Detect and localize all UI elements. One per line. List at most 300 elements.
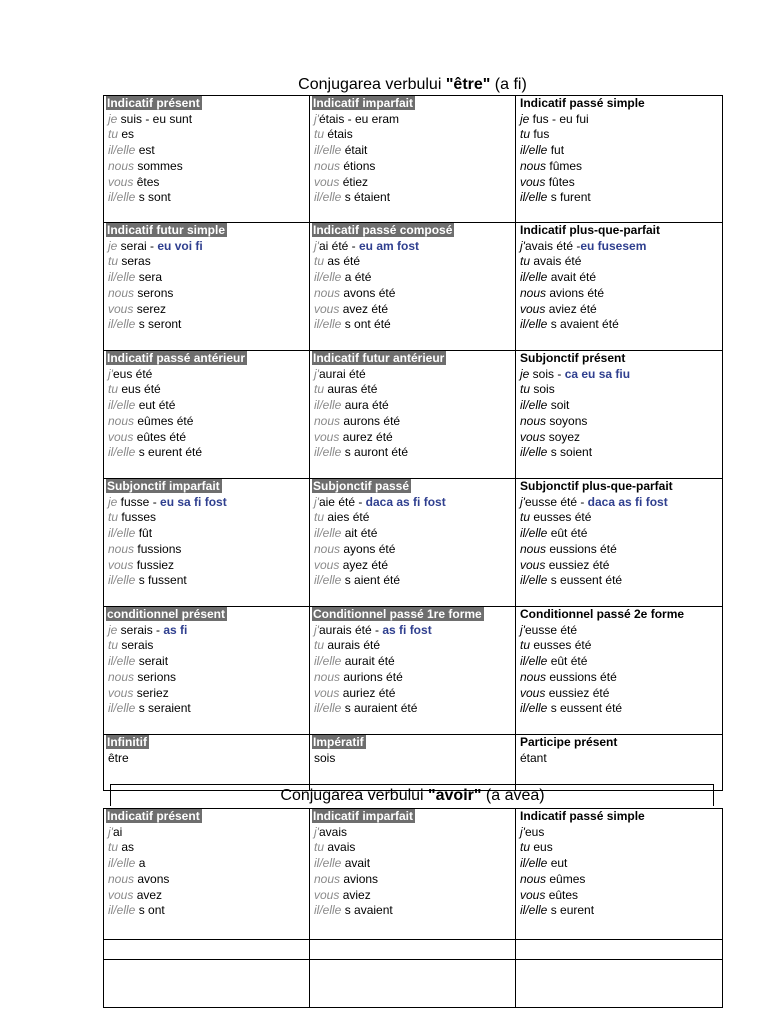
tense-header-label: Indicatif imparfait [313, 96, 414, 110]
tense-header-label: Indicatif présent [107, 809, 200, 823]
conjugation-line [108, 542, 309, 558]
title-verb: "avoir" [428, 787, 482, 804]
tense-header-label: Subjonctif plus-que-parfait [520, 479, 673, 493]
verb-form: as [118, 840, 135, 855]
verb-form: soyons [546, 413, 588, 428]
pronoun: nous [108, 285, 135, 300]
conjugation-line [108, 623, 309, 639]
conjugation-line [314, 903, 515, 919]
avoir-section-title [103, 787, 722, 805]
conjugation-line [108, 526, 309, 542]
tense-cell [104, 940, 310, 960]
conjugation-line [108, 670, 309, 686]
pronoun: tu [520, 510, 531, 525]
conjugation-line [520, 510, 722, 526]
romanian-translation: eu sa fi fost [160, 494, 227, 509]
verb-form: avons été [340, 285, 396, 300]
conjugation-line [108, 127, 309, 143]
verb-form: eusse été [524, 622, 578, 637]
tense-row [104, 607, 723, 735]
conjugation-line [314, 286, 515, 302]
pronoun: je [520, 366, 530, 381]
conjugation-line [108, 317, 309, 333]
conjugation-line [108, 510, 309, 526]
pronoun: tu [520, 638, 531, 653]
verb-form: fus [530, 127, 550, 142]
verb-form: aies été [324, 510, 370, 525]
verb-form: seriez [133, 685, 169, 700]
conjugation-line [520, 573, 722, 589]
tense-row [104, 479, 723, 607]
verb-form: fusses [118, 510, 157, 525]
tense-header [520, 223, 722, 239]
verb-form: fusse - [117, 494, 161, 509]
conjugation-line [314, 112, 515, 128]
verb-form: s seraient [135, 701, 191, 716]
conjugation-line [108, 558, 309, 574]
tense-header [314, 607, 515, 623]
pronoun: j' [520, 238, 525, 253]
romanian-translation: ca eu sa fiu [564, 366, 631, 381]
conjugation-line [520, 903, 722, 919]
conjugation-line [520, 175, 722, 191]
tense-header [520, 607, 722, 623]
pronoun: tu [108, 510, 119, 525]
pronoun: vous [520, 685, 546, 700]
conjugation-line [108, 270, 309, 286]
tense-header-label: conditionnel présent [107, 607, 226, 621]
verb-form: s aient été [341, 573, 401, 588]
verb-form: s auraient été [341, 701, 418, 716]
tense-cell [516, 960, 723, 1008]
conjugation-line [108, 398, 309, 414]
tense-cell [516, 940, 723, 960]
verb-form: avais été [530, 254, 582, 269]
verb-form: eus [530, 840, 553, 855]
conjugation-line [108, 445, 309, 461]
tense-row [104, 809, 723, 940]
conjugation-line [520, 542, 722, 558]
pronoun: vous [314, 429, 340, 444]
pronoun: il/elle [108, 445, 136, 460]
verb-form: avions été [546, 285, 605, 300]
verb-form: s avaient été [547, 317, 619, 332]
pronoun: tu [520, 840, 531, 855]
pronoun: nous [314, 871, 341, 886]
conjugation-line [520, 254, 722, 270]
romanian-translation: daca as fi fost [365, 494, 446, 509]
conjugation-line [108, 430, 309, 446]
tense-header [520, 809, 722, 825]
tense-header-label: Indicatif imparfait [313, 809, 414, 823]
pronoun: il/elle [314, 190, 342, 205]
verb-form: eussiez été [545, 685, 610, 700]
conjugation-line [520, 367, 722, 383]
pronoun: vous [108, 557, 134, 572]
tense-cell [310, 960, 516, 1008]
conjugation-line [108, 112, 309, 128]
verb-form: s eussent été [547, 573, 623, 588]
verb-form: eut [547, 856, 568, 871]
pronoun: il/elle [108, 143, 136, 158]
tense-header-label: Indicatif plus-que-parfait [520, 223, 661, 237]
verb-form: eûtes [545, 887, 579, 902]
tense-cell [310, 809, 516, 940]
tense-header [314, 96, 515, 112]
conjugation-line [108, 143, 309, 159]
verb-form: s ont [135, 903, 165, 918]
pronoun: tu [314, 840, 325, 855]
conjugation-line [108, 701, 309, 717]
verb-form: ayons été [340, 541, 396, 556]
conjugation-line [314, 382, 515, 398]
tense-cell [104, 479, 310, 607]
verb-form: auriez été [339, 685, 396, 700]
tense-header [520, 96, 722, 112]
verb-form: avez été [339, 301, 389, 316]
conjugation-line [520, 670, 722, 686]
pronoun: il/elle [314, 143, 342, 158]
verb-form: s étaient [341, 190, 391, 205]
pronoun: il/elle [108, 654, 136, 669]
verb-form: aviez été [545, 301, 597, 316]
pronoun: j' [314, 494, 319, 509]
tense-header [108, 351, 309, 367]
romanian-translation: as fi fost [382, 622, 432, 637]
tense-header-label: Infinitif [107, 735, 147, 749]
pronoun: il/elle [520, 270, 548, 285]
verb-form: aurait été [341, 654, 395, 669]
conjugation-line [520, 445, 722, 461]
pronoun: tu [314, 638, 325, 653]
tense-header [108, 735, 309, 751]
tense-cell [310, 96, 516, 223]
pronoun: il/elle [520, 143, 548, 158]
pronoun: il/elle [314, 445, 342, 460]
conjugation-line [314, 510, 515, 526]
romanian-translation: eu fusesem [580, 238, 647, 253]
tense-cell [310, 351, 516, 479]
pronoun: j' [108, 366, 113, 381]
tense-header [108, 479, 309, 495]
conjugation-line [520, 302, 722, 318]
tense-cell [516, 351, 723, 479]
conjugation-line [314, 302, 515, 318]
verb-form: ayez été [339, 557, 389, 572]
verb-form: eûmes [546, 871, 586, 886]
verb-form: fûtes [545, 174, 575, 189]
verb-form: fus - eu fui [529, 111, 589, 126]
verb-form: eus [524, 824, 545, 839]
verb-form: as été [324, 254, 361, 269]
pronoun: vous [108, 685, 134, 700]
pronoun: tu [108, 638, 119, 653]
pronoun: vous [314, 557, 340, 572]
verb-form: s ont été [341, 317, 391, 332]
tense-header [520, 479, 722, 495]
verb-form: s furent [547, 190, 591, 205]
conjugation-line [314, 526, 515, 542]
tense-row [104, 735, 723, 791]
tense-header [314, 479, 515, 495]
conjugation-line [108, 159, 309, 175]
conjugation-line [520, 856, 722, 872]
tense-cell [516, 809, 723, 940]
conjugation-line [520, 127, 722, 143]
conjugation-line [520, 414, 722, 430]
tense-header-label: Indicatif passé antérieur [107, 351, 246, 365]
pronoun: vous [520, 174, 546, 189]
verb-form: a [135, 856, 146, 871]
pronoun: il/elle [314, 856, 342, 871]
verb-form: étais [324, 127, 353, 142]
romanian-translation: eu voi fi [157, 238, 203, 253]
verb-form: eussiez été [545, 557, 610, 572]
conjugation-line [314, 856, 515, 872]
conjugation-line [108, 495, 309, 511]
pronoun: nous [314, 285, 341, 300]
pronoun: tu [520, 382, 531, 397]
conjugation-line [314, 495, 515, 511]
pronoun: nous [108, 541, 135, 556]
conjugation-line [108, 573, 309, 589]
verb-form: s seront [135, 317, 182, 332]
title-prefix: Conjugarea verbului [298, 76, 446, 93]
verb-form: fut [547, 143, 565, 158]
pronoun: il/elle [108, 856, 136, 871]
tense-header-label: Conditionnel passé 1re forme [313, 607, 482, 621]
pronoun: tu [314, 254, 325, 269]
tense-row [104, 960, 723, 1008]
verb-form: fût [135, 526, 153, 541]
conjugation-line [108, 825, 309, 841]
conjugation-line [314, 751, 515, 767]
tense-header [520, 351, 722, 367]
pronoun: il/elle [520, 856, 548, 871]
tense-cell [516, 607, 723, 735]
conjugation-line [314, 239, 515, 255]
tense-header-label: Indicatif passé simple [520, 96, 645, 110]
conjugation-line [108, 638, 309, 654]
verb-form: avais [318, 824, 347, 839]
verb-form: s fussent [135, 573, 187, 588]
tense-header [520, 735, 722, 751]
verb-form: s soient [547, 445, 593, 460]
conjugation-line [520, 825, 722, 841]
verb-form: aurons été [340, 413, 401, 428]
conjugation-line [520, 270, 722, 286]
verb-form: aurais été - [318, 622, 383, 637]
conjugation-line [314, 414, 515, 430]
verb-form: avez [133, 887, 163, 902]
verb-form: eus été [112, 366, 153, 381]
conjugation-line [314, 888, 515, 904]
pronoun: je [108, 238, 118, 253]
verb-form: étiez [339, 174, 369, 189]
conjugation-line [314, 840, 515, 856]
verb-form: être [108, 750, 129, 765]
tense-header-label: Conditionnel passé 2e forme [520, 607, 685, 621]
tense-header-label: Indicatif passé simple [520, 809, 645, 823]
tense-cell [310, 223, 516, 351]
verb-form: s auront été [341, 445, 409, 460]
conjugation-line [314, 190, 515, 206]
pronoun: nous [314, 541, 341, 556]
pronoun: il/elle [108, 903, 136, 918]
tense-cell [310, 607, 516, 735]
pronoun: j' [108, 824, 113, 839]
conjugation-line [314, 558, 515, 574]
pronoun: vous [520, 557, 546, 572]
conjugation-line [108, 654, 309, 670]
verb-form: eusse été - [524, 494, 588, 509]
tense-cell [104, 96, 310, 223]
verb-form: aura été [341, 398, 389, 413]
conjugation-line [314, 270, 515, 286]
pronoun: j' [314, 238, 319, 253]
verb-form: es [118, 127, 135, 142]
tense-row [104, 940, 723, 960]
conjugation-line [108, 367, 309, 383]
pronoun: il/elle [520, 903, 548, 918]
pronoun: vous [314, 887, 340, 902]
conjugation-line [314, 654, 515, 670]
verb-form: s eussent été [547, 701, 623, 716]
tense-header-label: Indicatif futur simple [107, 223, 226, 237]
verb-form: étions [340, 158, 376, 173]
pronoun: j' [520, 622, 525, 637]
pronoun: nous [520, 285, 547, 300]
pronoun: j' [314, 366, 319, 381]
tense-cell [104, 960, 310, 1008]
tense-cell [516, 479, 723, 607]
pronoun: j' [520, 824, 525, 839]
pronoun: vous [108, 174, 134, 189]
pronoun: vous [108, 887, 134, 902]
pronoun: je [108, 494, 118, 509]
verb-form: seras [118, 254, 151, 269]
tense-header [108, 223, 309, 239]
conjugation-line [314, 623, 515, 639]
title-verb: "être" [445, 76, 491, 93]
verb-form: aviez [339, 887, 371, 902]
verb-form: fussions [134, 541, 182, 556]
tense-cell [104, 351, 310, 479]
tense-header-label: Indicatif présent [107, 96, 200, 110]
tense-header [314, 223, 515, 239]
pronoun: je [108, 111, 118, 126]
verb-form: est [135, 143, 155, 158]
conjugation-line [108, 239, 309, 255]
pronoun: tu [520, 254, 531, 269]
conjugation-line [520, 286, 722, 302]
conjugation-line [108, 751, 309, 767]
verb-form: auras été [324, 382, 378, 397]
pronoun: il/elle [314, 270, 342, 285]
verb-form: êtes [133, 174, 160, 189]
verb-form: était [341, 143, 368, 158]
conjugation-line [314, 127, 515, 143]
verb-form: a été [341, 270, 372, 285]
pronoun: j' [314, 824, 319, 839]
verb-form: ai été - [318, 238, 359, 253]
verb-form: aurez été [339, 429, 393, 444]
pronoun: il/elle [108, 190, 136, 205]
pronoun: il/elle [520, 445, 548, 460]
pronoun: il/elle [108, 317, 136, 332]
pronoun: il/elle [314, 398, 342, 413]
pronoun: je [108, 622, 118, 637]
pronoun: nous [314, 669, 341, 684]
pronoun: tu [314, 127, 325, 142]
conjugation-line [108, 686, 309, 702]
conjugation-line [520, 398, 722, 414]
pronoun: il/elle [314, 903, 342, 918]
tense-cell [104, 223, 310, 351]
verb-form: suis - eu sunt [117, 111, 193, 126]
conjugation-line [520, 317, 722, 333]
tense-cell [516, 223, 723, 351]
tense-header [108, 607, 309, 623]
avoir-conjugation-table [103, 808, 723, 1008]
verb-form: avons [134, 871, 170, 886]
verb-form: serai - [117, 238, 158, 253]
romanian-translation: as fi [163, 622, 188, 637]
pronoun: vous [314, 685, 340, 700]
tense-header [314, 809, 515, 825]
verb-form: sois [314, 750, 336, 765]
pronoun: tu [108, 254, 119, 269]
pronoun: il/elle [108, 270, 136, 285]
pronoun: nous [108, 871, 135, 886]
verb-form: ai [112, 824, 123, 839]
conjugation-line [520, 112, 722, 128]
pronoun: je [520, 111, 530, 126]
conjugation-line [520, 558, 722, 574]
verb-form: s eurent été [135, 445, 203, 460]
tense-cell [310, 479, 516, 607]
pronoun: j' [314, 622, 319, 637]
conjugation-line [108, 903, 309, 919]
conjugation-line [520, 143, 722, 159]
conjugation-line [314, 573, 515, 589]
conjugation-line [314, 638, 515, 654]
conjugation-line [108, 175, 309, 191]
tense-cell [104, 735, 310, 791]
tense-header-label: Subjonctif présent [520, 351, 626, 365]
verb-form: avait été [547, 270, 597, 285]
conjugation-line [314, 825, 515, 841]
verb-form: avait [341, 856, 371, 871]
conjugation-line [520, 430, 722, 446]
conjugation-line [108, 190, 309, 206]
tense-header-label: Impératif [313, 735, 364, 749]
pronoun: tu [314, 382, 325, 397]
verb-form: avions [340, 871, 379, 886]
pronoun: nous [108, 413, 135, 428]
title-suffix: (a avea) [481, 787, 545, 804]
title-suffix: (a fi) [490, 76, 527, 93]
pronoun: vous [314, 174, 340, 189]
conjugation-line [520, 382, 722, 398]
conjugation-line [108, 856, 309, 872]
conjugation-line [108, 254, 309, 270]
verb-form: eussions été [546, 541, 617, 556]
pronoun: vous [520, 301, 546, 316]
pronoun: il/elle [108, 526, 136, 541]
etre-section-title [103, 76, 722, 94]
pronoun: il/elle [314, 526, 342, 541]
